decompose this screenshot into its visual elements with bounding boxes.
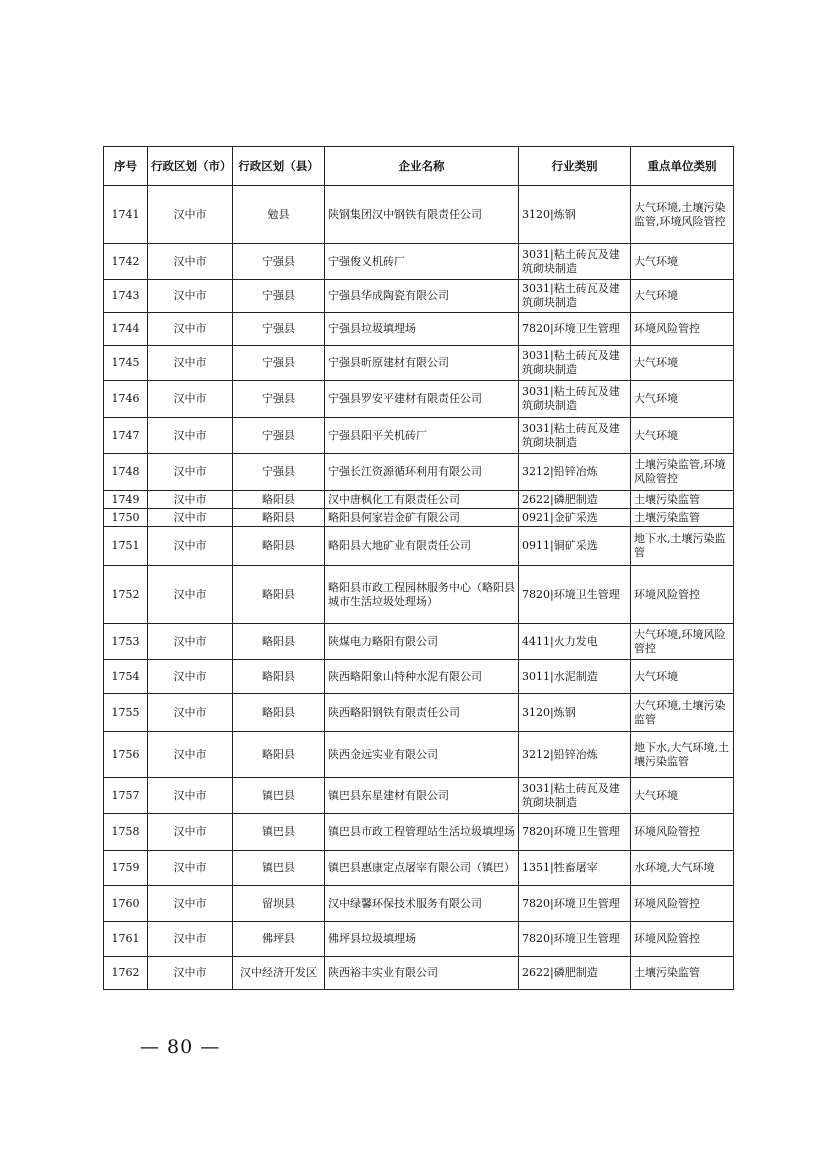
cell-category: 环境风险管控 [631,566,734,624]
cell-category: 大气环境,土壤污染监管 [631,694,734,732]
cell-city: 汉中市 [148,454,233,491]
cell-industry: 3011|水泥制造 [519,660,631,694]
cell-county: 镇巴县 [233,814,325,851]
cell-company: 镇巴县惠康定点屠宰有限公司（镇巴） [325,851,519,886]
cell-city: 汉中市 [148,491,233,509]
cell-city: 汉中市 [148,851,233,886]
cell-county: 留坝县 [233,886,325,922]
cell-city: 汉中市 [148,186,233,244]
table-row [104,922,734,957]
cell-category: 土壤污染监管 [631,957,734,990]
cell-industry: 7820|环境卫生管理 [519,886,631,922]
cell-category: 水环境,大气环境 [631,851,734,886]
cell-county: 宁强县 [233,280,325,313]
cell-county: 略阳县 [233,491,325,509]
cell-seq: 1746 [104,381,148,418]
cell-city: 汉中市 [148,814,233,851]
table-row [104,694,734,732]
cell-category: 土壤污染监管 [631,509,734,527]
cell-city: 汉中市 [148,418,233,454]
cell-seq: 1747 [104,418,148,454]
cell-category: 大气环境 [631,778,734,814]
cell-category: 地下水,大气环境,土壤污染监管 [631,732,734,778]
cell-company: 宁强县昕原建材有限公司 [325,346,519,381]
cell-seq: 1754 [104,660,148,694]
header-city: 行政区划（市） [148,147,233,186]
table-row [104,244,734,280]
cell-company: 陕煤电力略阳有限公司 [325,624,519,660]
cell-industry: 3031|粘土砖瓦及建筑砌块制造 [519,280,631,313]
cell-company: 略阳县何家岩金矿有限公司 [325,509,519,527]
cell-industry: 3031|粘土砖瓦及建筑砌块制造 [519,346,631,381]
cell-category: 环境风险管控 [631,886,734,922]
cell-industry: 3212|铅锌冶炼 [519,454,631,491]
cell-city: 汉中市 [148,566,233,624]
header-category: 重点单位类别 [631,147,734,186]
cell-industry: 0911|铜矿采选 [519,527,631,566]
table-row [104,886,734,922]
cell-seq: 1749 [104,491,148,509]
cell-company: 陕西略阳钢铁有限责任公司 [325,694,519,732]
cell-county: 佛坪县 [233,922,325,957]
cell-industry: 1351|牲畜屠宰 [519,851,631,886]
cell-seq: 1742 [104,244,148,280]
cell-seq: 1762 [104,957,148,990]
cell-seq: 1753 [104,624,148,660]
enterprise-table [103,146,734,990]
cell-county: 勉县 [233,186,325,244]
cell-category: 大气环境 [631,381,734,418]
cell-county: 略阳县 [233,660,325,694]
cell-category: 环境风险管控 [631,313,734,346]
cell-county: 略阳县 [233,732,325,778]
table-row [104,418,734,454]
table-row [104,491,734,509]
table-row [104,527,734,566]
table-row [104,624,734,660]
cell-company: 宁强县华成陶瓷有限公司 [325,280,519,313]
cell-category: 地下水,土壤污染监管 [631,527,734,566]
table-row [104,814,734,851]
cell-company: 宁强县罗安平建材有限责任公司 [325,381,519,418]
cell-city: 汉中市 [148,694,233,732]
cell-city: 汉中市 [148,346,233,381]
cell-county: 镇巴县 [233,851,325,886]
cell-industry: 2622|磷肥制造 [519,957,631,990]
cell-industry: 3031|粘土砖瓦及建筑砌块制造 [519,778,631,814]
cell-seq: 1750 [104,509,148,527]
cell-company: 宁强县垃圾填埋场 [325,313,519,346]
table-row [104,778,734,814]
cell-county: 略阳县 [233,624,325,660]
cell-industry: 4411|火力发电 [519,624,631,660]
header-industry: 行业类别 [519,147,631,186]
cell-city: 汉中市 [148,957,233,990]
cell-industry: 3031|粘土砖瓦及建筑砌块制造 [519,418,631,454]
cell-category: 大气环境,土壤污染监管,环境风险管控 [631,186,734,244]
cell-company: 略阳县市政工程园林服务中心（略阳县城市生活垃圾处理场） [325,566,519,624]
cell-company: 陕西略阳象山特种水泥有限公司 [325,660,519,694]
cell-industry: 3031|粘土砖瓦及建筑砌块制造 [519,381,631,418]
cell-county: 宁强县 [233,418,325,454]
cell-county: 宁强县 [233,454,325,491]
cell-seq: 1748 [104,454,148,491]
cell-county: 宁强县 [233,244,325,280]
cell-company: 宁强俊义机砖厂 [325,244,519,280]
cell-industry: 7820|环境卫生管理 [519,922,631,957]
header-row [104,147,734,186]
table-row [104,313,734,346]
cell-seq: 1759 [104,851,148,886]
cell-seq: 1744 [104,313,148,346]
cell-company: 宁强县阳平关机砖厂 [325,418,519,454]
cell-county: 宁强县 [233,313,325,346]
cell-seq: 1755 [104,694,148,732]
cell-county: 宁强县 [233,381,325,418]
cell-industry: 7820|环境卫生管理 [519,566,631,624]
table-row [104,346,734,381]
cell-company: 镇巴县东星建材有限公司 [325,778,519,814]
table-body [104,186,734,990]
cell-county: 略阳县 [233,566,325,624]
table-header [104,147,734,186]
cell-seq: 1756 [104,732,148,778]
cell-industry: 3120|炼钢 [519,694,631,732]
table-row [104,660,734,694]
cell-county: 略阳县 [233,694,325,732]
cell-seq: 1741 [104,186,148,244]
cell-seq: 1760 [104,886,148,922]
table-row [104,566,734,624]
cell-county: 宁强县 [233,346,325,381]
cell-county: 汉中经济开发区 [233,957,325,990]
cell-industry: 3212|铅锌冶炼 [519,732,631,778]
cell-city: 汉中市 [148,313,233,346]
cell-city: 汉中市 [148,886,233,922]
cell-city: 汉中市 [148,527,233,566]
cell-category: 环境风险管控 [631,814,734,851]
cell-city: 汉中市 [148,660,233,694]
cell-seq: 1751 [104,527,148,566]
table-row [104,851,734,886]
cell-city: 汉中市 [148,732,233,778]
cell-category: 土壤污染监管,环境风险管控 [631,454,734,491]
table-row [104,957,734,990]
cell-seq: 1745 [104,346,148,381]
cell-category: 环境风险管控 [631,922,734,957]
cell-county: 略阳县 [233,509,325,527]
cell-company: 略阳县大地矿业有限责任公司 [325,527,519,566]
cell-city: 汉中市 [148,624,233,660]
cell-seq: 1752 [104,566,148,624]
cell-city: 汉中市 [148,244,233,280]
table-row [104,186,734,244]
cell-company: 陕西金远实业有限公司 [325,732,519,778]
cell-company: 汉中唐枫化工有限责任公司 [325,491,519,509]
table-row [104,454,734,491]
cell-company: 镇巴县市政工程管理站生活垃圾填埋场 [325,814,519,851]
cell-industry: 2622|磷肥制造 [519,491,631,509]
header-seq: 序号 [104,147,148,186]
page-number: — 80 — [140,1036,221,1058]
table-row [104,732,734,778]
cell-category: 大气环境 [631,660,734,694]
cell-industry: 7820|环境卫生管理 [519,814,631,851]
cell-city: 汉中市 [148,922,233,957]
cell-company: 陕西裕丰实业有限公司 [325,957,519,990]
table-row [104,280,734,313]
cell-city: 汉中市 [148,509,233,527]
cell-county: 略阳县 [233,527,325,566]
cell-category: 大气环境 [631,244,734,280]
cell-seq: 1761 [104,922,148,957]
table-row [104,381,734,418]
cell-category: 大气环境 [631,346,734,381]
cell-category: 大气环境 [631,280,734,313]
cell-company: 宁强长江资源循环利用有限公司 [325,454,519,491]
cell-category: 大气环境,环境风险管控 [631,624,734,660]
cell-county: 镇巴县 [233,778,325,814]
cell-seq: 1757 [104,778,148,814]
table-row [104,509,734,527]
cell-city: 汉中市 [148,381,233,418]
cell-industry: 3120|炼钢 [519,186,631,244]
cell-industry: 0921|金矿采选 [519,509,631,527]
cell-category: 大气环境 [631,418,734,454]
cell-seq: 1743 [104,280,148,313]
cell-industry: 3031|粘土砖瓦及建筑砌块制造 [519,244,631,280]
cell-company: 佛坪县垃圾填埋场 [325,922,519,957]
cell-city: 汉中市 [148,778,233,814]
header-company: 企业名称 [325,147,519,186]
header-county: 行政区划（县） [233,147,325,186]
cell-seq: 1758 [104,814,148,851]
cell-company: 汉中绿馨环保技术服务有限公司 [325,886,519,922]
cell-industry: 7820|环境卫生管理 [519,313,631,346]
cell-city: 汉中市 [148,280,233,313]
cell-company: 陕钢集团汉中钢铁有限责任公司 [325,186,519,244]
cell-category: 土壤污染监管 [631,491,734,509]
